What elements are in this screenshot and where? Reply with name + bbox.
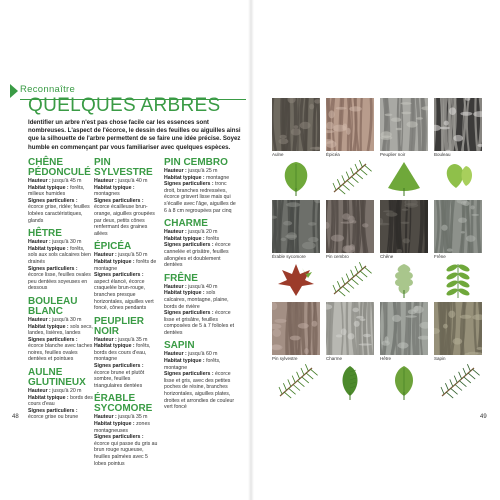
section-marker-icon [10,84,18,98]
tree-fact-height [94,178,160,185]
fact-label: Habitat typique : [164,358,205,365]
tree-fact-habitat [28,395,94,408]
tree-name [164,158,236,168]
tree-fact-signs [94,272,160,312]
book-gutter [248,0,254,500]
bark-photo [434,98,482,151]
tree-name [164,341,236,351]
tree-fact-signs [28,266,94,292]
fact-value: forêts, montagne [164,358,221,371]
fact-label: Hauteur : [164,283,187,290]
fact-label: Hauteur : [164,351,187,358]
photo-caption: Hêtre [380,356,392,361]
fact-label: Hauteur : [28,316,51,323]
leaf-ash-icon [434,260,482,300]
fact-label: Habitat typique : [28,184,69,191]
fact-label: Hauteur : [94,178,117,184]
fact-value: écorce lisse, feuilles ovales peu dentées soyeuses en dessous [28,272,91,292]
bark-photo [380,200,428,253]
fact-label: Signes particuliers : [164,242,214,249]
fact-label: Hauteur : [94,336,117,343]
fact-value: jusqu'à 20 m [186,229,218,236]
leaf-tri-icon [380,158,428,198]
tree-fact-signs [28,408,94,421]
fact-value: écorce grise, ridée; feuilles lobées caractéristiques, glands [28,204,90,224]
tree-fact-habitat [94,343,160,363]
tree-entry [164,341,236,410]
tree-name-line: AULNE [28,367,63,379]
tree-fact-habitat [94,421,160,434]
bark-photo [272,302,320,355]
leaf-birch-icon [434,158,482,198]
fact-label: Signes particuliers : [164,181,214,188]
bark-photo [380,302,428,355]
fact-value: écorce lisse et gris, avec des petites poches de résine, branches horizontales, aiguilles plates, droites et arrondies de couleur vert foncé [164,371,235,411]
tree-entry [94,394,160,467]
fact-label: Habitat typique : [28,394,69,401]
tree-name-line: PÉDONCULÉ [28,167,91,178]
tree-name [94,317,160,337]
tree-entry [28,368,94,421]
tree-entry [94,242,160,311]
fact-value: écorce grise ou brune [28,414,79,421]
bark-photo [434,200,482,253]
fact-value: jusqu'à 40 m [186,283,218,290]
fact-value: écorce écailleuse brun-orange, aiguilles groupées par deux, petits cônes renfermant des graines ailées [94,204,155,237]
tree-fact-habitat [94,259,160,272]
fact-value: forêts, sols aux sols calcaires bien drainés [28,245,91,265]
leaf-beech-icon [380,362,428,402]
fact-value: jusqu'à 20 m [50,388,82,395]
photo-caption: Chêne [380,254,394,259]
photo-caption: Sapin [434,356,446,361]
page-number-right: 49 [480,414,487,420]
tree-fact-habitat [164,236,236,243]
photo-caption: Frêne [434,254,446,259]
photo-caption: Pin sylvestre [272,356,298,361]
fact-label: Signes particuliers : [28,197,78,204]
tree-entry [28,297,94,363]
photo-caption: Peuplier noir [380,152,406,157]
tree-fact-height [94,252,160,259]
fact-label: Signes particuliers : [94,434,144,441]
tree-fact-habitat [94,185,160,198]
tree-name-line: PEUPLIER NOIR [94,315,145,337]
tree-name-line: ÉRABLE [94,393,136,405]
fact-label: Signes particuliers : [164,310,214,317]
fact-label: Habitat typique : [94,421,135,428]
page-title: QUELQUES ARBRES [28,95,221,116]
tree-name-line: PIN CEMBRO [164,157,228,168]
bark-photo [326,200,374,253]
tree-entry [28,158,94,224]
tree-fact-height [164,284,236,291]
fact-value: forêts de montagne [94,258,157,272]
tree-name-line: HÊTRE [28,228,62,240]
fact-label: Habitat typique : [94,343,135,350]
photo-row-2 [272,200,484,302]
fact-value: écorce blanche avec taches noires, feuilles ovales dentées et pointues [28,343,93,363]
bark-photo [380,98,428,151]
fact-label: Habitat typique : [94,184,135,191]
leaf-round-icon [272,158,320,198]
tree-column-3 [164,158,236,416]
tree-fact-signs [164,371,236,411]
tree-name-line: CHARME [164,218,208,230]
tree-fact-signs [94,363,160,389]
tree-name-line: SAPIN [164,340,195,352]
tree-fact-signs [164,181,236,214]
tree-fact-signs [28,198,94,224]
fact-value: jusqu'à 35 m [116,414,148,421]
tree-name [28,297,94,317]
tree-name-line: BLANC [28,305,63,317]
tree-name [28,158,94,178]
tree-column-1 [28,158,94,426]
fact-label: Hauteur : [164,168,187,174]
tree-fact-height [164,229,236,236]
fact-value: forêts [204,235,220,242]
tree-entry [164,274,236,337]
bark-photo [272,200,320,253]
fact-label: Signes particuliers : [28,336,78,343]
fact-value: jusqu'à 60 m [186,351,218,358]
tree-entry [28,229,94,292]
bark-photo [326,98,374,151]
tree-entry [164,219,236,269]
photo-caption: Pin cembro [326,254,349,259]
fact-value: jusqu'à 35 m [116,336,148,343]
fact-label: Habitat typique : [164,290,205,297]
fact-value: zones montagneuses [94,421,150,434]
tree-fact-habitat [28,246,94,266]
tree-fact-height [94,414,160,421]
fact-label: Signes particuliers : [28,265,78,272]
fact-value: jusqu'à 30 m [50,239,82,246]
fact-label: Signes particuliers : [164,371,214,378]
tree-name [164,274,236,284]
photo-caption: Épicéa [326,152,340,157]
tree-fact-signs [94,434,160,467]
tree-fact-height [28,239,94,246]
tree-name [164,219,236,229]
tree-entry [94,317,160,390]
fact-value: sols calcaires, montagne, plaine, bords de rivière [164,290,229,310]
page-number-left: 48 [12,414,19,420]
leaf-needle-icon [326,158,374,198]
fact-label: Habitat typique : [164,235,205,242]
leaf-needle5-icon [326,260,374,300]
fact-value: écorce brune et plutôt sombre, feuilles triangulaires dentées [94,369,145,389]
fact-value: montagnes [94,191,120,198]
fact-value: tronc droit, branches redressées, écorce grisvert lisse mais qui s'écaille avec l'âge, aiguilles de 6 à 8 cm regroupées par cinq [164,181,236,214]
tree-fact-height [164,168,236,175]
fact-value: forêts, bords des cours d'eau, montagne [94,343,151,363]
tree-name-line: ÉPICÉA [94,241,132,253]
fact-value: forêts, milieux humides [28,184,85,198]
tree-name [28,368,94,388]
photo-row-1 [272,98,484,200]
tree-fact-habitat [164,175,236,182]
bark-photo [272,98,320,151]
leaf-pine-icon [272,362,320,402]
photo-caption: Érable sycomore [272,254,306,259]
fact-label: Signes particuliers : [28,407,78,414]
leaf-oak-icon [380,260,428,300]
fact-value: aspect élancé, écorce craquelée brun-rouge, branches presque horizontales, aiguilles vert foncé, cônes pendants [94,278,154,312]
leaf-horn-icon [326,362,374,402]
photo-caption: Charme [326,356,343,361]
fact-label: Signes particuliers : [94,197,144,204]
intro-paragraph: Identifier un arbre n'est pas chose facile car les essences sont nombreuses. L'aspect de l'écorce, le dessin des feuilles ou aiguilles ainsi que la silhouette de l'arbre permettent de se faire une idée précise. Soyez humble en commençant par vous familiariser avec quelques espèces. [28,119,241,151]
tree-fact-signs [28,337,94,363]
fact-value: jusqu'à 45 m [50,178,82,184]
tree-fact-height [28,317,94,324]
tree-fact-signs [164,310,236,336]
fact-label: Hauteur : [28,388,51,395]
fact-value: écorce lisse et grisâtre, feuilles composées de 5 à 7 folioles et dentées [164,310,235,336]
fact-value: montagne [204,174,230,181]
fact-label: Signes particuliers : [94,363,144,370]
fact-value: sols secs, landes, lisières, landes [28,323,93,337]
tree-name-line: CHÊNE [28,157,64,168]
bark-photo [434,302,482,355]
fact-label: Hauteur : [94,414,117,421]
fact-value: jusqu'à 30 m [50,316,82,323]
tree-name-line: SYCOMORE [94,403,153,415]
tree-name [94,158,160,178]
tree-name [94,394,160,414]
photo-row-3 [272,302,484,404]
tree-name-line: BOULEAU [28,295,78,307]
tree-name-line: FRÊNE [164,272,198,284]
fact-label: Habitat typique : [28,323,69,330]
tree-fact-habitat [28,324,94,337]
tree-fact-habitat [164,358,236,371]
tree-name [94,242,160,252]
tree-name-line: GLUTINEUX [28,377,86,389]
tree-name [28,229,94,239]
tree-name-line: PIN SYLVESTRE [94,157,153,178]
fact-value: écorce cannelée et grisâtre, feuilles allongées et doublement dentées [164,242,231,269]
tree-fact-height [28,388,94,395]
tree-fact-signs [94,198,160,238]
leaf-maple-icon [272,260,320,300]
fact-value: écorce qui passe du gris au brun rouge rugueuse, feuilles palmées avec 5 lobes pointus [94,440,158,467]
fact-value: jusqu'à 50 m [116,252,148,259]
tree-entry [164,158,236,214]
tree-fact-signs [164,242,236,268]
section-label: Reconnaître [20,84,76,95]
tree-fact-height [28,178,94,185]
fact-value: jusqu'à 40 m [116,178,148,184]
tree-fact-height [164,351,236,358]
fact-value: bords des cours d'eau [28,394,93,408]
tree-column-2 [94,158,160,472]
photo-caption: Aulne [272,152,284,157]
fact-label: Habitat typique : [28,245,69,252]
fact-value: jusqu'à 25 m [186,168,218,174]
tree-entry [94,158,160,237]
fact-label: Hauteur : [94,252,117,259]
fact-label: Signes particuliers : [94,272,144,279]
fact-label: Habitat typique : [94,258,135,265]
photo-caption: Bouleau [434,152,451,157]
tree-fact-habitat [28,185,94,198]
leaf-fir-icon [434,362,482,402]
fact-label: Hauteur : [28,178,51,184]
bark-photo [326,302,374,355]
tree-fact-height [94,337,160,344]
fact-label: Hauteur : [28,239,51,246]
photo-grid [272,98,484,404]
tree-fact-habitat [164,290,236,310]
fact-label: Hauteur : [164,229,187,236]
fact-label: Habitat typique : [164,174,205,181]
